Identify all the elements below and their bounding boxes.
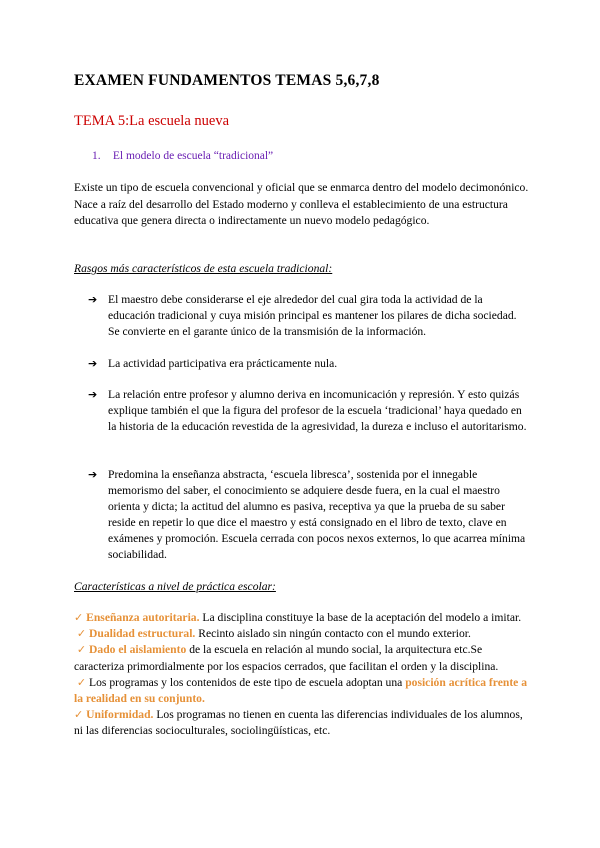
subsection-heading — [92, 150, 273, 162]
document-title: EXAMEN FUNDAMENTOS TEMAS 5,6,7,8 — [74, 72, 380, 89]
section-heading-rasgos: Rasgos más característicos de esta escuela tradicional: — [74, 262, 333, 275]
check-post: Los programas no tienen en cuenta las diferencias individuales de los alumnos, ni las diferencias socioculturales, sociolingüísticas, etc. — [74, 708, 523, 738]
bullet-text: La actividad participativa era prácticamente nula. — [108, 357, 338, 370]
bullet-item — [88, 467, 528, 563]
check-item — [74, 626, 534, 642]
checklist — [74, 610, 534, 740]
bullet-text: La relación entre profesor y alumno deriva en incomunicación y represión. Y esto quizás explique también el que la figura del profesor de la escuela ‘tradicional’ haya quedado en la historia de la educación revestida de la agresividad, la dureza e incluso el autoritarismo. — [108, 388, 527, 433]
check-item — [74, 707, 534, 739]
bullet-item — [88, 292, 528, 340]
check-icon: ✓ — [76, 627, 87, 641]
check-highlight: Dado el aislamiento — [89, 643, 187, 657]
check-highlight: posición acrítica frente a la realidad en su conjunto. — [74, 675, 528, 706]
tema-heading: TEMA 5:La escuela nueva — [74, 113, 230, 129]
check-icon: ✓ — [76, 675, 87, 689]
check-item — [74, 610, 534, 626]
arrow-icon: ➔ — [88, 468, 98, 481]
bullet-item — [88, 356, 528, 372]
arrow-icon: ➔ — [88, 357, 98, 370]
check-highlight: Uniformidad. — [86, 708, 154, 722]
check-icon: ✓ — [74, 611, 84, 624]
intro-paragraph: Existe un tipo de escuela convencional y oficial que se enmarca dentro del modelo decimonónico. Nace a raíz del desarrollo del Estado moderno y conlleva el establecimiento de una estructura educativa que genera directa o indirectamente un nuevo modelo pedagógico. — [74, 181, 529, 227]
check-item — [74, 642, 534, 674]
check-icon: ✓ — [76, 643, 87, 657]
arrow-icon: ➔ — [88, 388, 98, 401]
bullet-item — [88, 387, 528, 435]
check-highlight: Dualidad estructural. — [89, 627, 196, 641]
subsection-number: 1. — [92, 150, 101, 162]
check-post: de la escuela en relación al mundo social, la arquitectura etc.Se caracteriza primordialmente por los espacios cerrados, que facilitan el orden y la disciplina. — [74, 643, 499, 673]
bullet-text: El maestro debe considerarse el eje alrededor del cual gira toda la actividad de la educación tradicional y cuya misión principal es mantener los pilares de dicha sociedad. Se convierte en el garante único de la transmisión de la información. — [108, 293, 517, 338]
subsection-title: El modelo de escuela “tradicional” — [112, 150, 274, 162]
check-post: La disciplina constituye la base de la aceptación del modelo a imitar. — [199, 611, 522, 624]
arrow-icon: ➔ — [88, 293, 98, 306]
section-heading-caracteristicas: Características a nivel de práctica escolar: — [74, 580, 276, 593]
check-post: Recinto aislado sin ningún contacto con el mundo exterior. — [195, 627, 471, 641]
check-highlight: Enseñanza autoritaria. — [86, 611, 200, 624]
check-pre: Los programas y los contenidos de este tipo de escuela adoptan una — [89, 675, 406, 689]
bullet-text: Predomina la enseñanza abstracta, ‘escuela libresca’, sostenida por el innegable memorismo del saber, el conocimiento se adquiere desde fuera, en la cual el maestro orienta y dicta; la actitud del alumno es pasiva, receptiva ya que la prueba de su saber reside en repetir lo que dice el maestro y está consignado en el libro de texto, clave en exámenes y promoción. Escuela cerrada con pocos nexos externos, lo que acarrea mínima sociabilidad. — [108, 468, 526, 561]
check-item — [74, 675, 534, 707]
check-icon: ✓ — [74, 708, 84, 722]
